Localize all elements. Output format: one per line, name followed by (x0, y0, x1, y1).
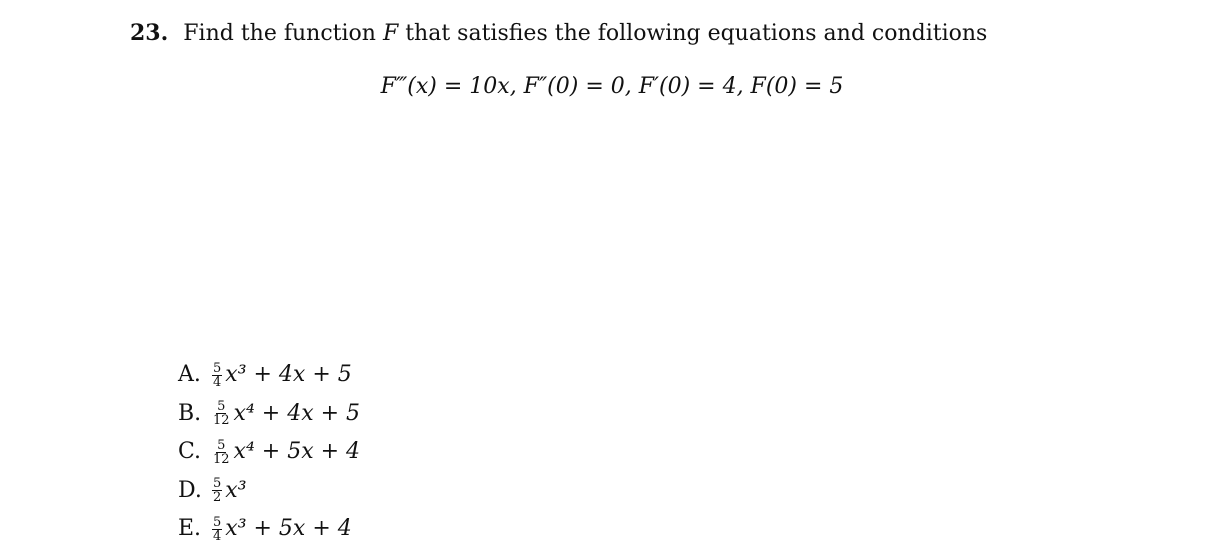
question-variable: F (382, 21, 399, 46)
option-fraction (212, 362, 222, 389)
option-expression: x³ (225, 477, 247, 503)
option-expression: x⁴ + 5x + 4 (233, 439, 361, 464)
option-fraction (212, 439, 231, 466)
equation-text: F‴(x) = 10x, F″(0) = 0, F′(0) = 4, F(0) = 5 (380, 74, 844, 99)
fraction-numerator: 5 (213, 514, 222, 530)
option-letter: A. (178, 362, 201, 387)
fraction-numerator: 5 (213, 360, 222, 376)
option-expression: x³ + 4x + 5 (225, 362, 352, 387)
fraction-denominator: 2 (213, 490, 222, 506)
option-c[interactable] (178, 433, 360, 472)
option-a[interactable] (178, 356, 360, 395)
option-fraction (212, 516, 222, 543)
option-letter: D. (178, 477, 202, 503)
option-letter: B. (178, 400, 202, 426)
option-fraction (212, 477, 222, 504)
fraction-numerator: 5 (213, 476, 222, 492)
given-equations (0, 72, 1224, 102)
option-expression: x⁴ + 4x + 5 (233, 400, 361, 426)
fraction-denominator: 4 (213, 528, 222, 544)
question-number: 23. (130, 20, 169, 46)
option-expression: x³ + 5x + 4 (225, 516, 352, 541)
question-text-before: Find the function (183, 21, 376, 46)
option-e[interactable] (178, 510, 360, 549)
fraction-numerator: 5 (217, 399, 226, 415)
option-d[interactable] (178, 472, 360, 511)
fraction-denominator: 12 (213, 413, 230, 429)
question-text-after: that satisfies the following equations and conditions (405, 21, 988, 46)
question-prompt (130, 18, 987, 49)
answer-options (178, 356, 360, 549)
fraction-denominator: 4 (213, 374, 222, 390)
option-b[interactable] (178, 395, 360, 434)
option-letter: E. (178, 516, 202, 541)
option-letter: C. (178, 439, 202, 464)
fraction-denominator: 12 (213, 451, 230, 467)
fraction-numerator: 5 (217, 437, 226, 453)
option-fraction (212, 400, 231, 427)
